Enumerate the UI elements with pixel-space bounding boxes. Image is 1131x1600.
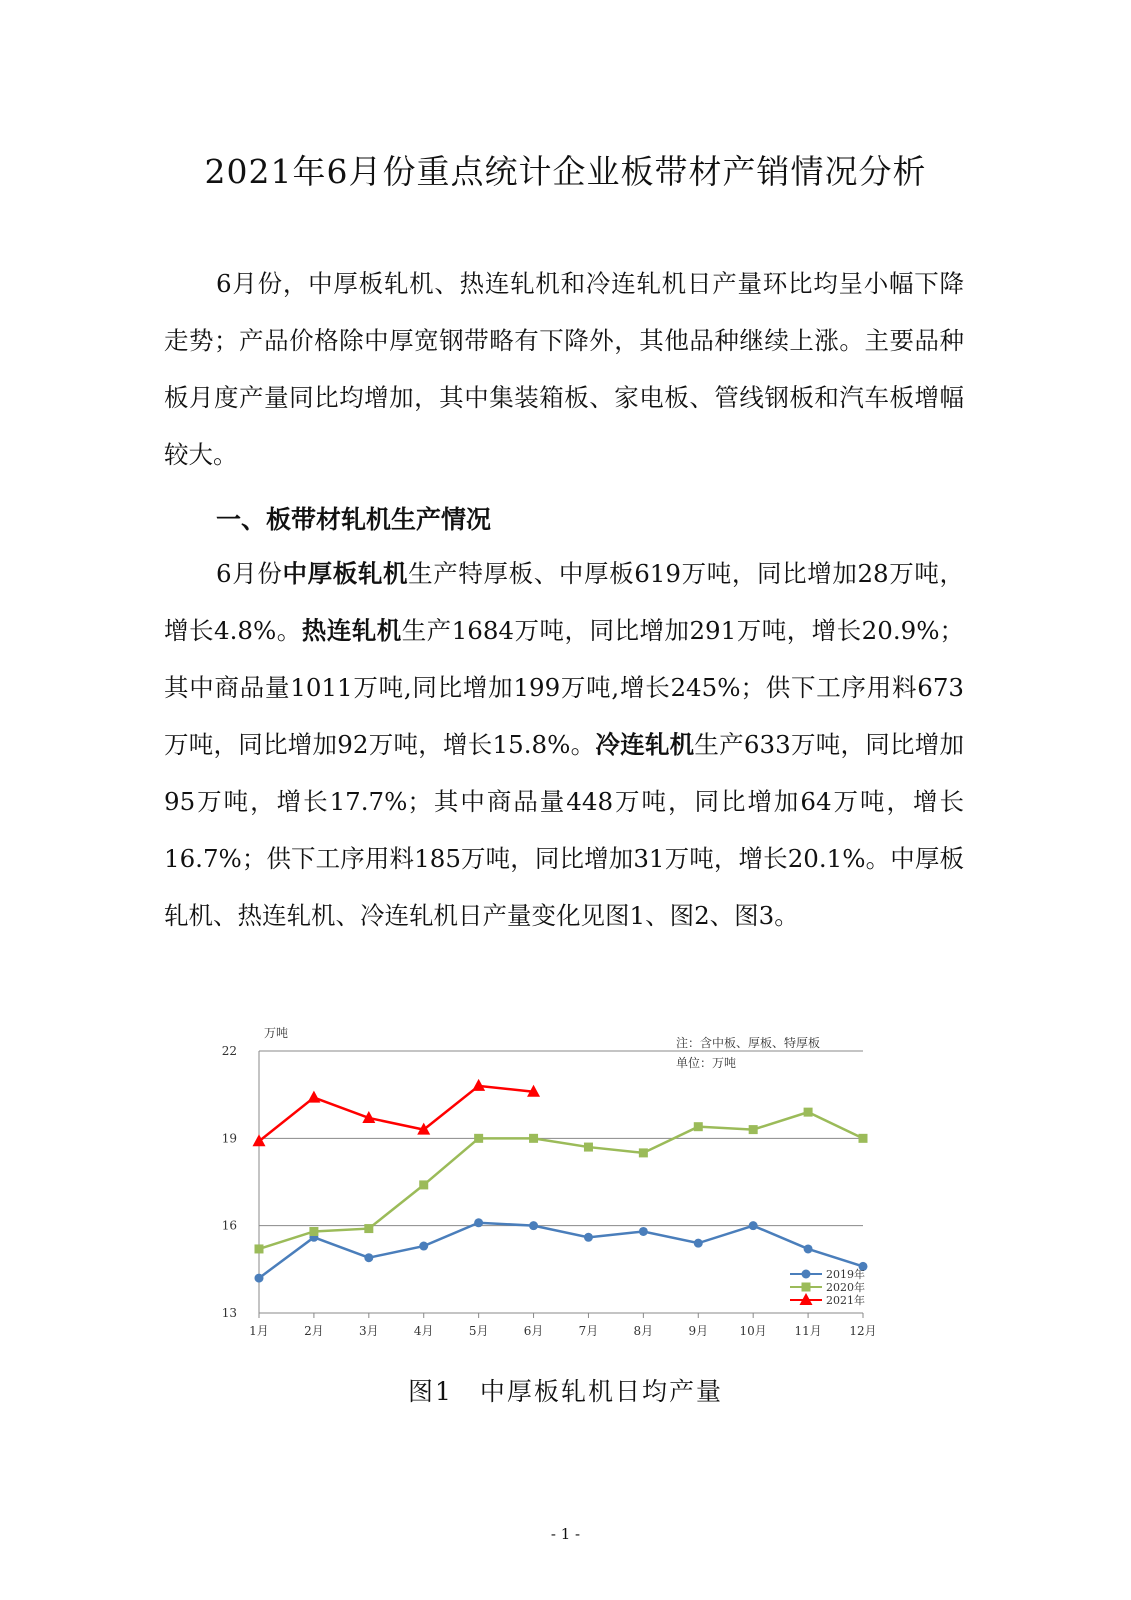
paragraph-text: 生产1684万吨，同比增加291万吨，增长20.9%；其中商品量1011万吨,同比增加199万吨,增长245%；供下工序用料673万吨，同比增加92万吨，增长15.8%。 bbox=[164, 616, 964, 759]
data-point bbox=[307, 1091, 320, 1103]
legend bbox=[790, 1267, 865, 1307]
term-cold-strip-mill: 冷连轧机 bbox=[595, 730, 695, 759]
legend-label: 2021年 bbox=[826, 1294, 865, 1307]
y-tick-label: 22 bbox=[221, 1044, 237, 1058]
data-point bbox=[529, 1134, 538, 1143]
x-tick-label: 11月 bbox=[794, 1324, 822, 1338]
page-title: 2021年6月份重点统计企业板带材产销情况分析 bbox=[204, 152, 927, 191]
axes bbox=[222, 1044, 877, 1338]
section-heading: 一、板带材轧机生产情况 bbox=[216, 505, 492, 534]
series-2021年 bbox=[253, 1079, 541, 1146]
data-point bbox=[419, 1242, 428, 1251]
x-tick-label: 9月 bbox=[688, 1324, 709, 1338]
data-point bbox=[802, 1283, 811, 1292]
data-point bbox=[255, 1244, 264, 1253]
term-plate-mill: 中厚板轧机 bbox=[282, 559, 409, 588]
data-point bbox=[584, 1233, 593, 1242]
gridlines bbox=[259, 1051, 863, 1226]
x-tick-label: 8月 bbox=[633, 1324, 654, 1338]
x-tick-label: 5月 bbox=[468, 1324, 489, 1338]
series-line bbox=[259, 1223, 863, 1278]
legend-item bbox=[790, 1293, 865, 1307]
y-tick-label: 13 bbox=[221, 1306, 237, 1320]
chart-unit-note: 单位：万吨 bbox=[676, 1056, 737, 1070]
series-2019年 bbox=[255, 1218, 868, 1282]
series-line bbox=[259, 1086, 534, 1141]
page-number: - 1 - bbox=[550, 1525, 581, 1543]
data-point bbox=[804, 1108, 813, 1117]
data-point bbox=[584, 1143, 593, 1152]
data-point bbox=[749, 1221, 758, 1230]
x-tick-label: 1月 bbox=[249, 1324, 269, 1338]
y-tick-label: 19 bbox=[221, 1131, 237, 1146]
data-point bbox=[364, 1253, 373, 1262]
data-point bbox=[309, 1227, 318, 1236]
series-layer bbox=[253, 1079, 868, 1283]
data-point bbox=[419, 1180, 428, 1189]
data-point bbox=[639, 1227, 648, 1236]
data-point bbox=[749, 1125, 758, 1134]
legend-item bbox=[790, 1280, 865, 1294]
intro-paragraph: 6月份，中厚板轧机、热连轧机和冷连轧机日产量环比均呈小幅下降走势；产品价格除中厚宽钢带略有下降外，其他品种继续上涨。主要品种板月度产量同比均增加，其中集装箱板、家电板、管线钢板和汽车板增幅较大。 bbox=[164, 269, 964, 469]
legend-item bbox=[790, 1267, 865, 1281]
chart-note: 注：含中板、厚板、特厚板 bbox=[676, 1036, 821, 1050]
data-point bbox=[804, 1244, 813, 1253]
y-tick-label: 16 bbox=[221, 1218, 237, 1233]
legend-label: 2020年 bbox=[826, 1281, 865, 1294]
data-point bbox=[472, 1079, 485, 1091]
data-point bbox=[694, 1122, 703, 1131]
data-point bbox=[529, 1221, 538, 1230]
x-tick-label: 7月 bbox=[578, 1324, 599, 1338]
data-point bbox=[859, 1134, 868, 1143]
data-point bbox=[802, 1270, 811, 1279]
legend-label: 2019年 bbox=[826, 1268, 865, 1281]
x-tick-label: 10月 bbox=[739, 1324, 767, 1338]
y-unit-label: 万吨 bbox=[264, 1026, 289, 1040]
data-point bbox=[639, 1148, 648, 1157]
x-tick-label: 6月 bbox=[523, 1324, 544, 1338]
data-point bbox=[474, 1134, 483, 1143]
data-point bbox=[255, 1274, 264, 1283]
data-point bbox=[474, 1218, 483, 1227]
x-tick-label: 3月 bbox=[358, 1324, 379, 1338]
paragraph-text: 生产特厚板、中厚板619万吨，同比增加28万吨，增长4.8%。 bbox=[164, 559, 965, 645]
data-point bbox=[694, 1239, 703, 1248]
paragraph-text: 生产633万吨，同比增加95万吨，增长17.7%；其中商品量448万吨，同比增加64万吨，增长16.7%；供下工序用料185万吨，同比增加31万吨，增长20.1%。中厚板轧机、热连轧机、冷连轧机日产量变化见图1、图2、图3。 bbox=[164, 730, 964, 930]
data-point bbox=[364, 1224, 373, 1233]
x-tick-label: 4月 bbox=[413, 1324, 434, 1338]
term-hot-strip-mill: 热连轧机 bbox=[301, 616, 402, 645]
figure-caption: 图1 中厚板轧机日均产量 bbox=[408, 1377, 723, 1406]
x-tick-label: 12月 bbox=[849, 1324, 877, 1338]
series-line bbox=[259, 1112, 863, 1249]
paragraph-text: 6月份 bbox=[216, 559, 283, 588]
x-tick-label: 2月 bbox=[304, 1324, 324, 1338]
